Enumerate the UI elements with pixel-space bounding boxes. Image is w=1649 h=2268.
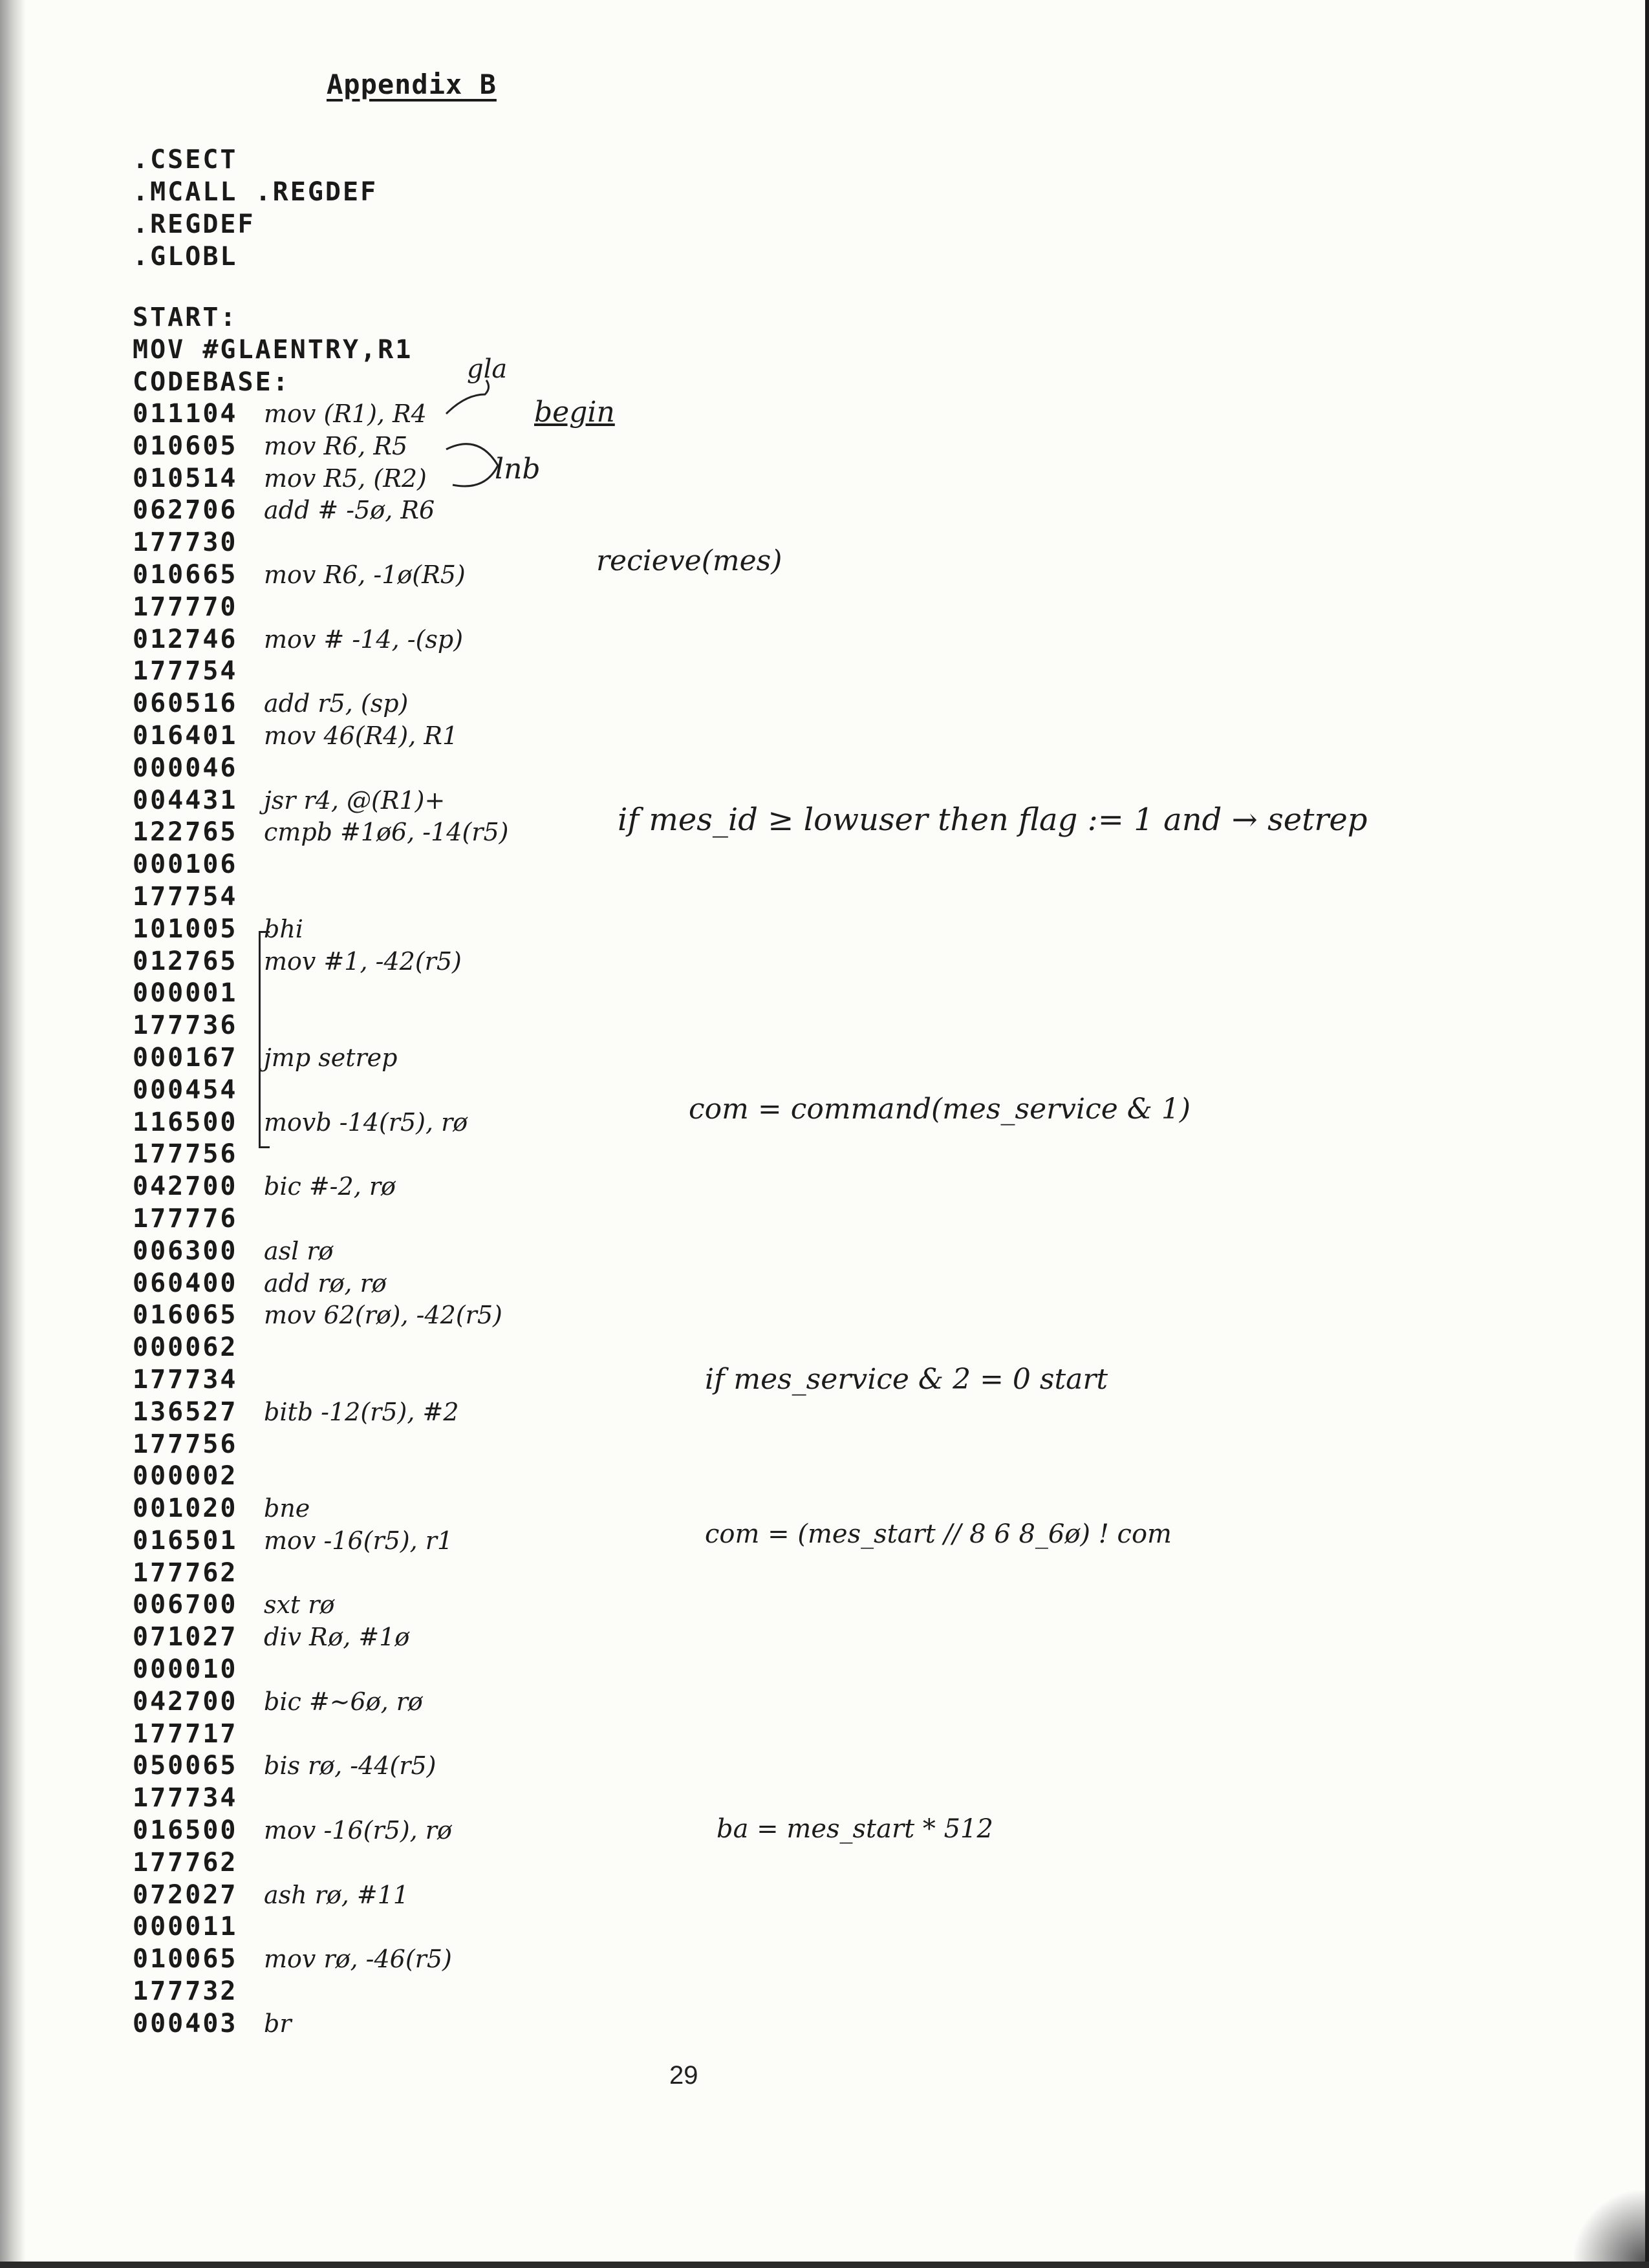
directive-line: .CSECT: [133, 145, 238, 175]
handwritten-instruction: sxt rø: [264, 1590, 335, 1620]
note-if-service: if mes_service & 2 = 0 start: [705, 1363, 1108, 1396]
handwritten-instruction: mov -16(r5), rø: [264, 1816, 452, 1845]
octal-code-line: 016401: [133, 720, 238, 751]
handwritten-instruction: mov R5, (R2): [264, 464, 427, 493]
octal-code-line: 177762: [133, 1557, 238, 1588]
directives-block: [133, 144, 378, 273]
scan-border-right: [1645, 0, 1649, 2268]
handwritten-instruction: mov rø, -46(r5): [264, 1945, 452, 1974]
octal-code-line: 010665: [133, 559, 238, 590]
handwritten-instruction: [264, 753, 626, 785]
octal-code-line: 011104: [133, 399, 238, 429]
handwritten-instruction: jsr r4, @(R1)+: [264, 786, 446, 815]
note-lnb: lnb: [495, 453, 541, 486]
handwritten-instruction: ash rø, #11: [264, 1880, 409, 1909]
note-begin: begin: [534, 396, 615, 429]
octal-code-line: 001020: [133, 1493, 238, 1524]
handwritten-instruction: [264, 1718, 626, 1751]
handwritten-instruction: bic #∼6ø, rø: [264, 1687, 423, 1716]
page-number: 29: [669, 2061, 698, 2090]
octal-code-line: 042700: [133, 1171, 238, 1202]
handwritten-instruction: mov 62(rø), -42(r5): [264, 1301, 502, 1330]
handwritten-instruction: [264, 1139, 626, 1171]
handwritten-instruction: [264, 1976, 626, 2008]
octal-code-line: 177734: [133, 1364, 238, 1395]
handwritten-instruction: bhi: [264, 914, 303, 943]
octal-code-line: 016065: [133, 1300, 238, 1331]
octal-code-line: 177734: [133, 1783, 238, 1813]
handwritten-instruction: [264, 1782, 626, 1815]
handwritten-instruction: cmpb #1ø6, -14(r5): [264, 818, 509, 847]
octal-code-line: 177736: [133, 1011, 238, 1041]
octal-code-line: 177754: [133, 656, 238, 687]
handwritten-instruction: [264, 881, 626, 914]
octal-code-line: 072027: [133, 1879, 238, 1910]
octal-code-line: 000454: [133, 1075, 238, 1105]
handwritten-instruction: movb -14(r5), rø: [264, 1107, 468, 1137]
octal-code-line: 000046: [133, 753, 238, 783]
handwritten-instruction: bitb -12(r5), #2: [264, 1397, 459, 1426]
octal-code-line: 177756: [133, 1429, 238, 1459]
handwritten-instruction: mov #1, -42(r5): [264, 947, 462, 976]
scan-corner-fold: [1574, 2190, 1645, 2262]
handwritten-instruction: [264, 527, 626, 559]
handwritten-instruction: [264, 849, 626, 881]
handwritten-instruction: [264, 656, 626, 688]
handwritten-instruction: [264, 1429, 626, 1461]
octal-code-line: 016500: [133, 1815, 238, 1846]
octal-code-line: 062706: [133, 495, 238, 526]
octal-code-line: 000010: [133, 1654, 238, 1685]
handwritten-instruction: div Rø, #1ø: [264, 1623, 410, 1652]
directive-line: .GLOBL: [133, 242, 238, 272]
note-gla: gla: [467, 354, 508, 384]
scan-shadow-left: [0, 0, 26, 2268]
handwritten-instruction: [264, 1847, 626, 1879]
octal-code-line: 000011: [133, 1912, 238, 1942]
handwritten-instruction: [264, 592, 626, 624]
directive-line: .REGDEF: [133, 209, 255, 239]
handwritten-bracket: [259, 931, 270, 1148]
handwritten-instruction: mov R6, -1ø(R5): [264, 560, 466, 589]
octal-code-line: 177762: [133, 1847, 238, 1878]
octal-code-line: 004431: [133, 785, 238, 815]
octal-code-line: 177732: [133, 1976, 238, 2007]
handwritten-instruction: add rø, rø: [264, 1268, 387, 1298]
note-ba: ba = mes_start * 512: [717, 1814, 993, 1844]
octal-code-column: [133, 398, 238, 2040]
directive-line: .MCALL .REGDEF: [133, 177, 378, 207]
handwritten-instruction: [264, 1911, 626, 1943]
scan-border-bottom: [0, 2262, 1649, 2268]
handwritten-instruction: bne: [264, 1494, 310, 1523]
octal-code-line: 000002: [133, 1461, 238, 1492]
octal-code-line: 000106: [133, 850, 238, 880]
octal-code-line: 122765: [133, 817, 238, 848]
handwritten-instruction: asl rø: [264, 1236, 334, 1265]
handwritten-instruction: bis rø, -44(r5): [264, 1751, 436, 1781]
octal-code-line: 006300: [133, 1236, 238, 1266]
octal-code-line: 101005: [133, 914, 238, 944]
octal-code-line: 042700: [133, 1686, 238, 1717]
handwritten-instruction: [264, 1075, 626, 1107]
octal-code-line: 060516: [133, 689, 238, 719]
octal-code-line: 116500: [133, 1107, 238, 1137]
handwritten-instruction: [264, 978, 626, 1010]
octal-code-line: 012746: [133, 624, 238, 654]
handwritten-instruction: [264, 1364, 626, 1396]
octal-code-line: 000001: [133, 978, 238, 1009]
handwritten-instruction: mov 46(R4), R1: [264, 721, 458, 750]
octal-code-line: 177756: [133, 1139, 238, 1170]
octal-code-line: 012765: [133, 946, 238, 976]
handwritten-instruction: mov R6, R5: [264, 431, 408, 460]
octal-code-line: 177730: [133, 528, 238, 558]
octal-code-line: 000062: [133, 1332, 238, 1363]
note-command: com = command(mes_service & 1): [689, 1093, 1191, 1126]
octal-code-line: 177754: [133, 881, 238, 912]
handwritten-instruction: bic #-2, rø: [264, 1172, 396, 1201]
octal-code-line: 136527: [133, 1396, 238, 1427]
octal-code-line: 000167: [133, 1042, 238, 1073]
handwritten-instruction: mov # -14, -(sp): [264, 625, 464, 654]
octal-code-line: 000403: [133, 2008, 238, 2038]
octal-code-line: 177717: [133, 1718, 238, 1749]
page-title: Appendix B: [327, 69, 497, 100]
handwritten-instruction: add # -5ø, R6: [264, 496, 435, 525]
handwritten-instruction: mov (R1), R4: [264, 400, 427, 428]
handwritten-assembly-column: [264, 398, 626, 2040]
octal-code-line: 071027: [133, 1622, 238, 1653]
octal-code-line: 177776: [133, 1203, 238, 1234]
handwritten-instruction: br: [264, 2009, 292, 2038]
handwritten-instruction: [264, 1203, 626, 1236]
handwritten-instruction: add r5, (sp): [264, 689, 409, 718]
label-codebase: CODEBASE:: [133, 367, 290, 397]
octal-code-line: 010514: [133, 463, 238, 493]
octal-code-line: 010605: [133, 431, 238, 461]
handwritten-instruction: mov -16(r5), r1: [264, 1526, 453, 1555]
note-if-lowuser: if mes_id ≥ lowuser then flag := 1 and → setrep: [618, 802, 1368, 838]
octal-code-line: 177770: [133, 592, 238, 622]
octal-code-line: 060400: [133, 1268, 238, 1298]
handwritten-instruction: jmp setrep: [264, 1043, 398, 1072]
handwritten-instruction: [264, 1460, 626, 1493]
octal-code-line: 016501: [133, 1525, 238, 1556]
handwritten-instruction: [264, 1557, 626, 1590]
octal-code-line: 050065: [133, 1751, 238, 1781]
octal-code-line: 010065: [133, 1944, 238, 1974]
note-receive: recieve(mes): [596, 544, 782, 577]
octal-code-line: 006700: [133, 1590, 238, 1620]
label-start: START:: [133, 303, 238, 332]
handwritten-instruction: [264, 1654, 626, 1686]
mov-instruction: MOV #GLAENTRY,R1: [133, 335, 413, 365]
start-block: [133, 301, 413, 398]
handwritten-instruction: [264, 1010, 626, 1042]
note-com-start: com = (mes_start // 8 6 8_6ø) ! com: [705, 1519, 1172, 1549]
handwritten-instruction: [264, 1332, 626, 1364]
